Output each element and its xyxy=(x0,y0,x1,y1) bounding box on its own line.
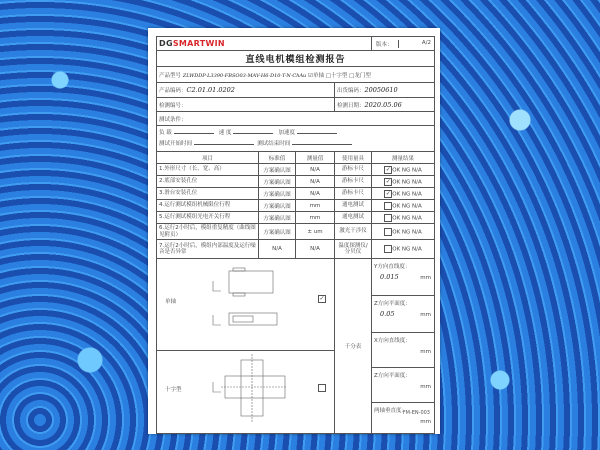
row-tool: 通电测试 xyxy=(335,200,372,212)
version-label: 版本： xyxy=(372,40,399,48)
row-measured: N/A xyxy=(296,240,335,259)
measurement-label: Z方向平面度： xyxy=(374,301,411,307)
conditions-label: 测试条件： xyxy=(157,112,435,126)
col-header-tool: 使用量具 xyxy=(335,152,372,164)
accel-label: 加速度 xyxy=(278,129,296,136)
measurement-cell xyxy=(372,259,434,296)
row-result: OK NG N/A xyxy=(392,191,422,197)
ok-checkbox[interactable]: ✓ xyxy=(385,189,391,197)
ok-checkbox[interactable]: ✓ xyxy=(385,177,391,185)
table-row xyxy=(157,176,435,188)
measurement-cell xyxy=(372,403,434,433)
single-axis-checkbox[interactable]: ✓ xyxy=(319,295,325,302)
row-measured: N/A xyxy=(296,176,335,188)
row-measured: mm xyxy=(296,200,335,212)
logo: DGSMARTWIN xyxy=(157,37,372,51)
measurement-value[interactable]: 0.015 xyxy=(380,273,399,281)
row-standard: 方案确认图 xyxy=(259,164,296,176)
row-measured: N/A xyxy=(296,164,335,176)
version-value: A/2 xyxy=(421,39,432,46)
table-row xyxy=(157,200,435,212)
row-tool: 游标卡尺 xyxy=(335,188,372,200)
row-result: OK NG N/A xyxy=(392,167,422,173)
measurement-cell xyxy=(372,296,434,333)
row-result: OK NG N/A xyxy=(392,246,422,253)
start-label: 测试开始时间 xyxy=(159,140,193,147)
single-axis-label: 单轴 xyxy=(165,299,177,305)
row-measured: N/A xyxy=(296,188,335,200)
single-axis-diagram xyxy=(207,265,287,335)
ship-value: 20050610 xyxy=(364,86,398,94)
table-row xyxy=(157,240,435,259)
row-tool: 游标卡尺 xyxy=(335,176,372,188)
row-standard: 方案确认图 xyxy=(259,200,296,212)
row-item: 4.运行测试模组机械限位行程 xyxy=(157,200,259,212)
measurement-cell xyxy=(372,368,434,403)
measurement-cell xyxy=(372,333,434,368)
measurement-label: 两轴垂直度： xyxy=(374,408,408,414)
table-row xyxy=(157,224,435,240)
row-item: 7.运行2小时后，模组内部温度及运行噪音是否异常 xyxy=(157,240,259,259)
cross-checkbox[interactable] xyxy=(318,384,326,392)
row-item: 6.运行2小时后，模组重复精度（曲线图见附页） xyxy=(157,224,259,240)
measurement-value[interactable]: 0.05 xyxy=(380,310,395,318)
ship-label: 出货编码： xyxy=(337,88,365,94)
row-standard: 方案确认图 xyxy=(259,224,296,240)
measurement-unit: mm xyxy=(420,384,432,390)
cross-diagram xyxy=(207,352,287,424)
col-header-standard: 标准值 xyxy=(259,152,296,164)
row-result: OK NG N/A xyxy=(392,215,422,221)
model-label: 产品型号 xyxy=(159,72,182,79)
row-result: OK NG N/A xyxy=(392,179,422,185)
measurement-label: Z方向平面度： xyxy=(374,373,411,379)
form-code: FM-EN-003 xyxy=(402,410,430,416)
gauge-label: 千分表 xyxy=(335,259,372,434)
row-standard: 方案确认图 xyxy=(259,212,296,224)
col-header-item: 项目 xyxy=(157,152,259,164)
row-tool: 游标卡尺 xyxy=(335,164,372,176)
row-tool: 温度探测仪/分贝仪 xyxy=(335,240,372,259)
row-item: 3.滑台安装孔位 xyxy=(157,188,259,200)
date-label: 检测日期： xyxy=(337,102,365,109)
measurement-label: X方向直线度： xyxy=(374,338,411,344)
ok-checkbox[interactable]: ✓ xyxy=(385,165,391,173)
measurement-unit: mm xyxy=(420,419,432,425)
table-row xyxy=(157,188,435,200)
col-header-measured: 测量值 xyxy=(296,152,335,164)
code-value: C2.01.01.0202 xyxy=(186,86,235,94)
row-item: 5.运行测试模组光电开关行程 xyxy=(157,212,259,224)
row-result: OK NG N/A xyxy=(392,229,422,235)
model-value: ZLWDDP-L3390-FBSO03-MAV-H6-D10-T-N-ChAu xyxy=(182,72,307,79)
row-result: OK NG N/A xyxy=(392,203,422,209)
row-item: 2.底部安装孔位 xyxy=(157,176,259,188)
inspection-report-sheet xyxy=(148,28,440,434)
table-row xyxy=(157,164,435,176)
row-measured: ± um xyxy=(296,224,335,240)
inspection-no-label: 检测编号： xyxy=(157,98,335,112)
row-standard: N/A xyxy=(259,240,296,259)
row-standard: 方案确认图 xyxy=(259,188,296,200)
code-label: 产品编码： xyxy=(159,88,187,94)
end-label: 测试结束时间 xyxy=(257,140,291,147)
type-options: ☑单轴 □十字型 □龙门型 xyxy=(308,72,371,79)
row-item: 1.外形尺寸（长、宽、高） xyxy=(157,164,259,176)
row-standard: 方案确认图 xyxy=(259,176,296,188)
report-table xyxy=(156,36,435,434)
load-label: 负 载 xyxy=(159,129,172,136)
row-measured: mm xyxy=(296,212,335,224)
measurement-unit: mm xyxy=(420,349,432,355)
report-title: 直线电机模组检测报告 xyxy=(157,51,435,67)
speed-label: 速 度 xyxy=(218,129,232,136)
col-header-result: 测量结果 xyxy=(372,152,435,164)
measurement-unit: mm xyxy=(420,275,432,281)
measurement-label: Y方向直线度： xyxy=(374,264,411,270)
row-tool: 通电测试 xyxy=(335,212,372,224)
table-row xyxy=(157,212,435,224)
row-tool: 激光干涉仪 xyxy=(335,224,372,240)
date-value: 2020.05.06 xyxy=(364,100,402,109)
cross-label: 十字型 xyxy=(165,386,182,393)
measurement-unit: mm xyxy=(420,312,432,318)
